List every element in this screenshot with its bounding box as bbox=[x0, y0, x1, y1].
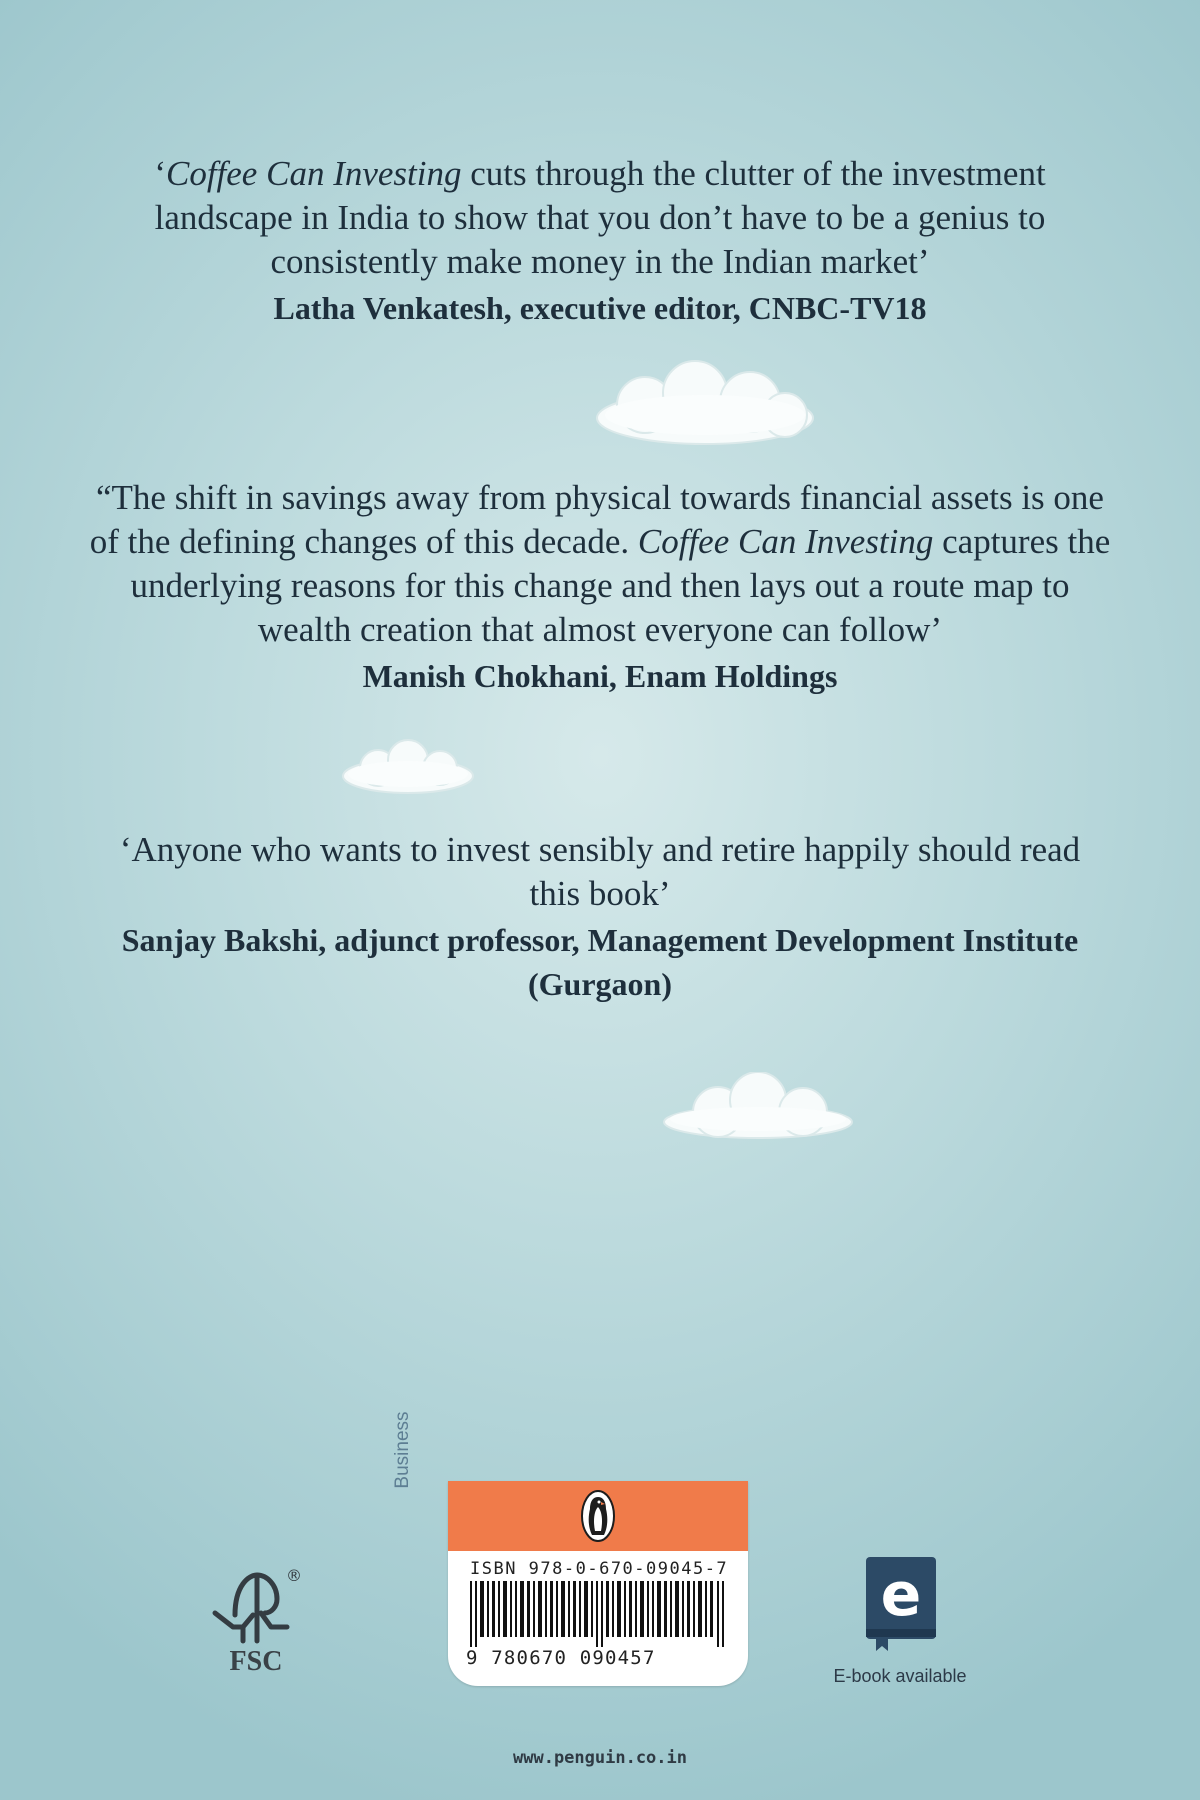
barcode-digits: 9 780670 090457 bbox=[466, 1647, 656, 1669]
penguin-logo-icon bbox=[580, 1489, 616, 1543]
quote-text: “The shift in savings away from physical towards financial assets is one of the defining changes of this decade. Coffee Can Investing captures the underlying reasons for this change and then lays out a route map to wealth creation that almost everyone can follow’ bbox=[89, 478, 1111, 649]
publisher-website: www.penguin.co.in bbox=[513, 1748, 687, 1768]
quote-author: Latha Venkatesh, executive editor, CNBC-TV18 bbox=[273, 290, 927, 326]
quote-text: ‘Coffee Can Investing cuts through the clutter of the investment landscape in India to show that you don’t have to be a genius to consistently make money in the Indian market’ bbox=[154, 154, 1046, 281]
ebook-icon bbox=[862, 1553, 940, 1653]
isbn-barcode-label bbox=[448, 1481, 748, 1686]
fsc-label: FSC bbox=[229, 1646, 283, 1677]
registered-mark: ® bbox=[286, 1566, 302, 1585]
cloud-decoration bbox=[590, 360, 820, 450]
quote-block-3 bbox=[105, 828, 1095, 1006]
cloud-decoration bbox=[338, 738, 478, 798]
category-label: Business bbox=[392, 1411, 413, 1489]
quote-text: ‘Anyone who wants to invest sensibly and retire happily should read this book’ bbox=[119, 830, 1081, 913]
book-title: Coffee Can Investing bbox=[165, 154, 462, 193]
quote-block-2 bbox=[85, 476, 1115, 698]
book-title: Coffee Can Investing bbox=[637, 522, 934, 561]
barcode-bars bbox=[470, 1581, 730, 1647]
ebook-letter: e bbox=[880, 1560, 922, 1630]
cloud-decoration bbox=[658, 1072, 858, 1142]
quote-author: Sanjay Bakshi, adjunct professor, Management Development Institute (Gurgaon) bbox=[121, 922, 1079, 1002]
isbn-number: ISBN 978-0-670-09045-7 bbox=[470, 1559, 729, 1579]
quote-block-1 bbox=[130, 152, 1070, 330]
quote-author: Manish Chokhani, Enam Holdings bbox=[362, 658, 838, 694]
ebook-available-label: E-book available bbox=[833, 1666, 967, 1686]
